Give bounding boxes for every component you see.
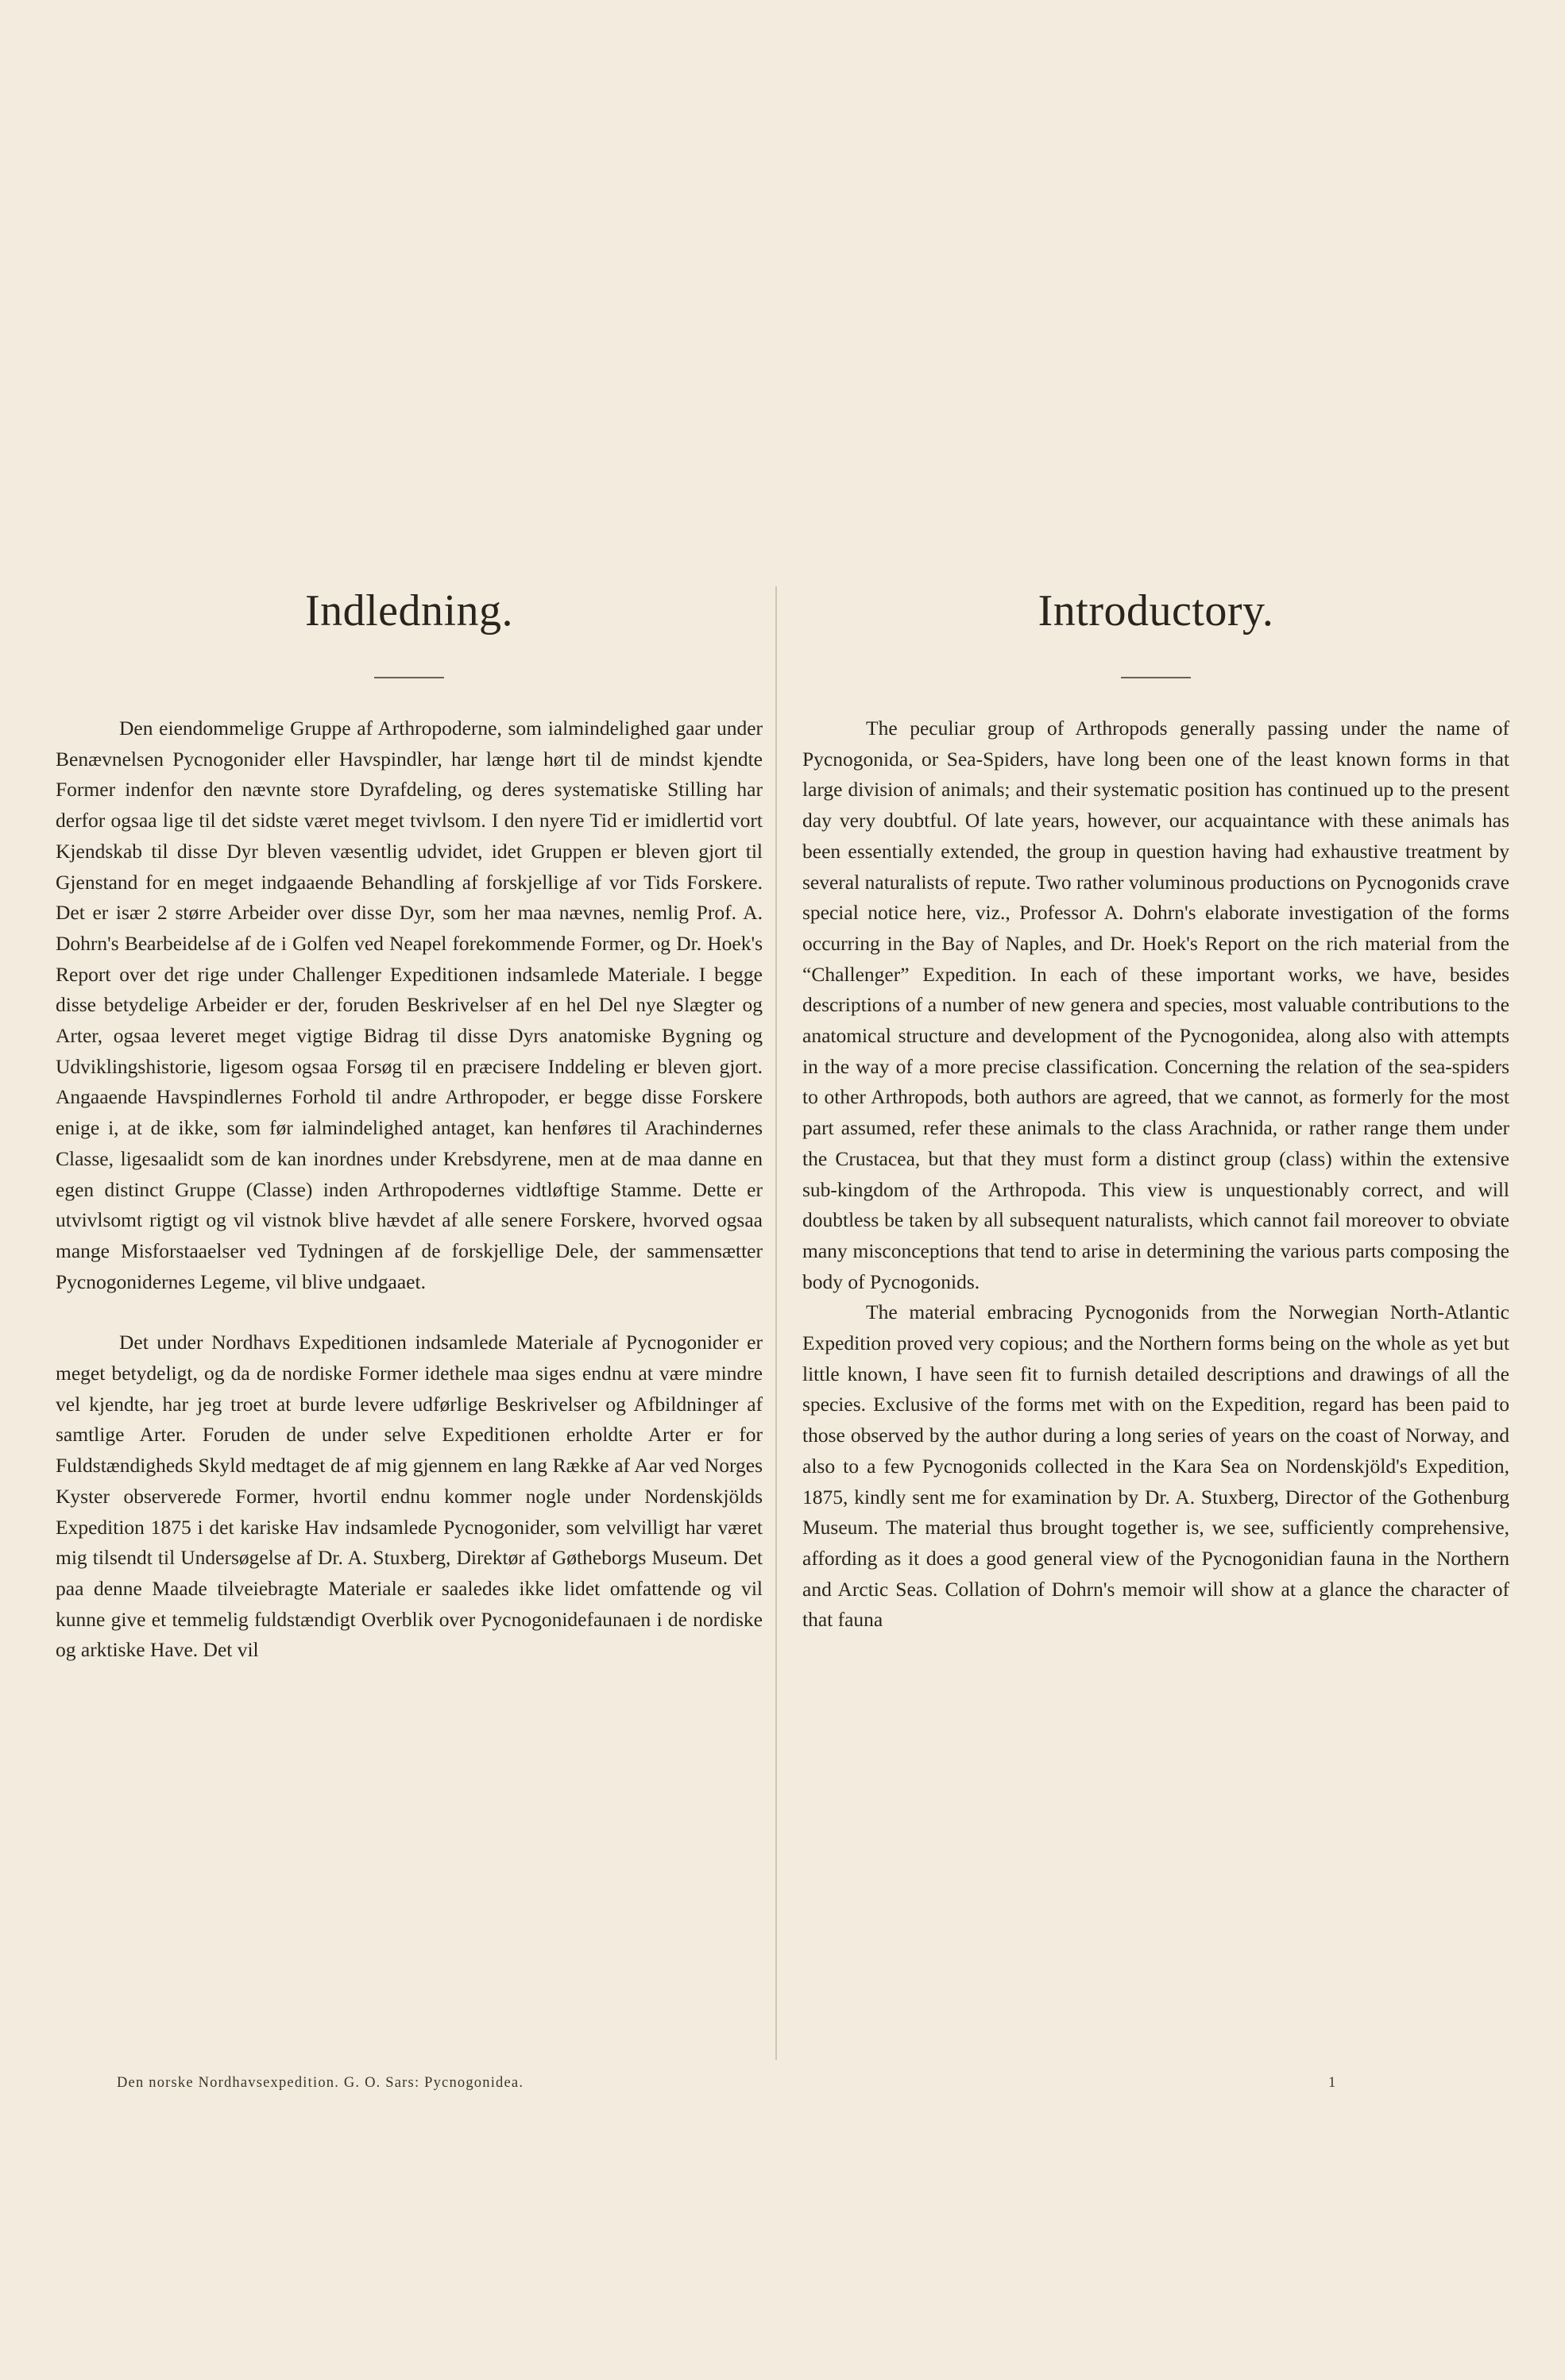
norwegian-column <box>56 580 763 1666</box>
english-column <box>802 580 1509 1636</box>
heading-rule <box>1121 677 1191 678</box>
heading-rule <box>374 677 444 678</box>
norwegian-body <box>56 713 763 1666</box>
english-paragraph-1: The peculiar group of Arthropods generally passing under the name of Pycnogonida, or Sea-Spiders, have long been one of the least known forms in that large division of animals; and their systematic position has continued up to the present day very doubtful. Of late years, however, our acquaintance with these animals has been essentially extended, the group in question having had exhaustive treatment by several naturalists of repute. Two rather voluminous productions on Pycnogonids crave special notice here, viz., Professor A. Dohrn's elaborate investigation of the forms occurring in the Bay of Naples, and Dr. Hoek's Report on the rich material from the “Challenger” Expedition. In each of these important works, we have, besides descriptions of a number of new genera and species, most valuable contributions to the anatomical structure and development of the Pycnogonidea, along also with attempts in the way of a more precise classification. Concerning the relation of the sea-spiders to other Arthropods, both authors are agreed, that we cannot, as formerly for the most part assumed, refer these animals to the class Arachnida, or rather range them under the Crustacea, but that they must form a distinct group (class) within the extensive sub-kingdom of the Arthropoda. This view is unquestionably correct, and will doubtless be taken by all subsequent naturalists, which cannot fail moreover to obviate many misconceptions that tend to arise in determining the various parts composing the body of Pycnogonids. <box>802 717 1509 1293</box>
norwegian-paragraph-1: Den eiendommelige Gruppe af Arthropoderne, som ialmindelighed gaar under Benævnelsen Pycnogonider eller Havspindler, har længe hørt til de mindst kjendte Former indenfor den nævnte store Dyrafdeling, og deres systematiske Stilling har derfor ogsaa lige til det sidste været meget tvivlsom. I den nyere Tid er imidlertid vort Kjendskab til disse Dyr bleven væsentlig udvidet, idet Gruppen er bleven gjort til Gjenstand for en meget indgaaende Behandling af forskjellige af vor Tids Forskere. Det er især 2 større Arbeider over disse Dyr, som her maa nævnes, nemlig Prof. A. Dohrn's Bearbeidelse af de i Golfen ved Neapel forekommende Former, og Dr. Hoek's Report over det rige under Challenger Expeditionen indsamlede Materiale. I begge disse betydelige Arbeider er der, foruden Beskrivelser af en hel Del nye Slægter og Arter, ogsaa leveret meget vigtige Bidrag til disse Dyrs anatomiske Bygning og Udviklingshistorie, ligesom ogsaa Forsøg til en præcisere Inddeling er bleven gjort. Angaaende Havspindlernes Forhold til andre Arthropoder, er begge disse Forskere enige i, at de ikke, som før ialmindelighed antaget, kan henføres til Arachindernes Classe, ligesaalidt som de kan inordnes under Krebsdyrene, men at de maa danne en egen distinct Gruppe (Classe) inden Arthropodernes vidtløftige Stamme. Dette er utvivlsomt rigtigt og vil vistnok blive hævdet af alle senere Forskere, hvorved ogsaa mange Misforstaaelser ved Tydningen af de forskjellige Dele, der sammensætter Pycnogonidernes Legeme, vil blive undgaaet. <box>56 717 763 1293</box>
english-body <box>802 713 1509 1636</box>
column-divider <box>775 586 777 2060</box>
norwegian-heading: Indledning. <box>304 586 514 636</box>
norwegian-paragraph-2: Det under Nordhavs Expeditionen indsamlede Materiale af Pycnogonider er meget betydeligt, og da de nordiske Former idethele maa siges endnu at være mindre vel kjendte, har jeg troet at burde levere udførlige Beskrivelser og Afbildninger af samtlige Arter. Foruden de under selve Expeditionen erholdte Arter er for Fuldstændigheds Skyld medtaget de af mig gjennem en lang Række af Aar ved Norges Kyster observerede Former, hvortil endnu kommer nogle under Nordenskjölds Expedition 1875 i det kariske Hav indsamlede Pycnogonider, som velvilligt har været mig tilsendt til Undersøgelse af Dr. A. Stuxberg, Direktør af Gøtheborgs Museum. Det paa denne Maade tilveiebragte Materiale er saaledes ikke lidet omfattende og vil kunne give et temmelig fuldstændigt Overblik over Pycnogonidefaunaen i de nordiske og arktiske Have. Det vil <box>56 1331 763 1662</box>
english-paragraph-2: The material embracing Pycnogonids from the Norwegian North-Atlantic Expedition proved very copious; and the Northern forms being on the whole as yet but little known, I have seen fit to furnish detailed descriptions and drawings of all the species. Exclusive of the forms met with on the Expedition, regard has been paid to those observed by the author during a long series of years on the coast of Norway, and also to a few Pycnogonids collected in the Kara Sea on Nordenskjöld's Expedition, 1875, kindly sent me for examination by Dr. A. Stuxberg, Director of the Gothenburg Museum. The material thus brought together is, we see, sufficiently comprehensive, affording as it does a good general view of the Pycnogonidian fauna in the Northern and Arctic Seas. Collation of Dohrn's memoir will show at a glance the character of that fauna <box>802 1300 1509 1632</box>
running-footer: Den norske Nordhavsexpedition. G. O. Sars: Pycnogonidea. <box>117 2075 524 2091</box>
page-number: 1 <box>1328 2075 1337 2091</box>
english-heading: Introductory. <box>1038 586 1274 636</box>
